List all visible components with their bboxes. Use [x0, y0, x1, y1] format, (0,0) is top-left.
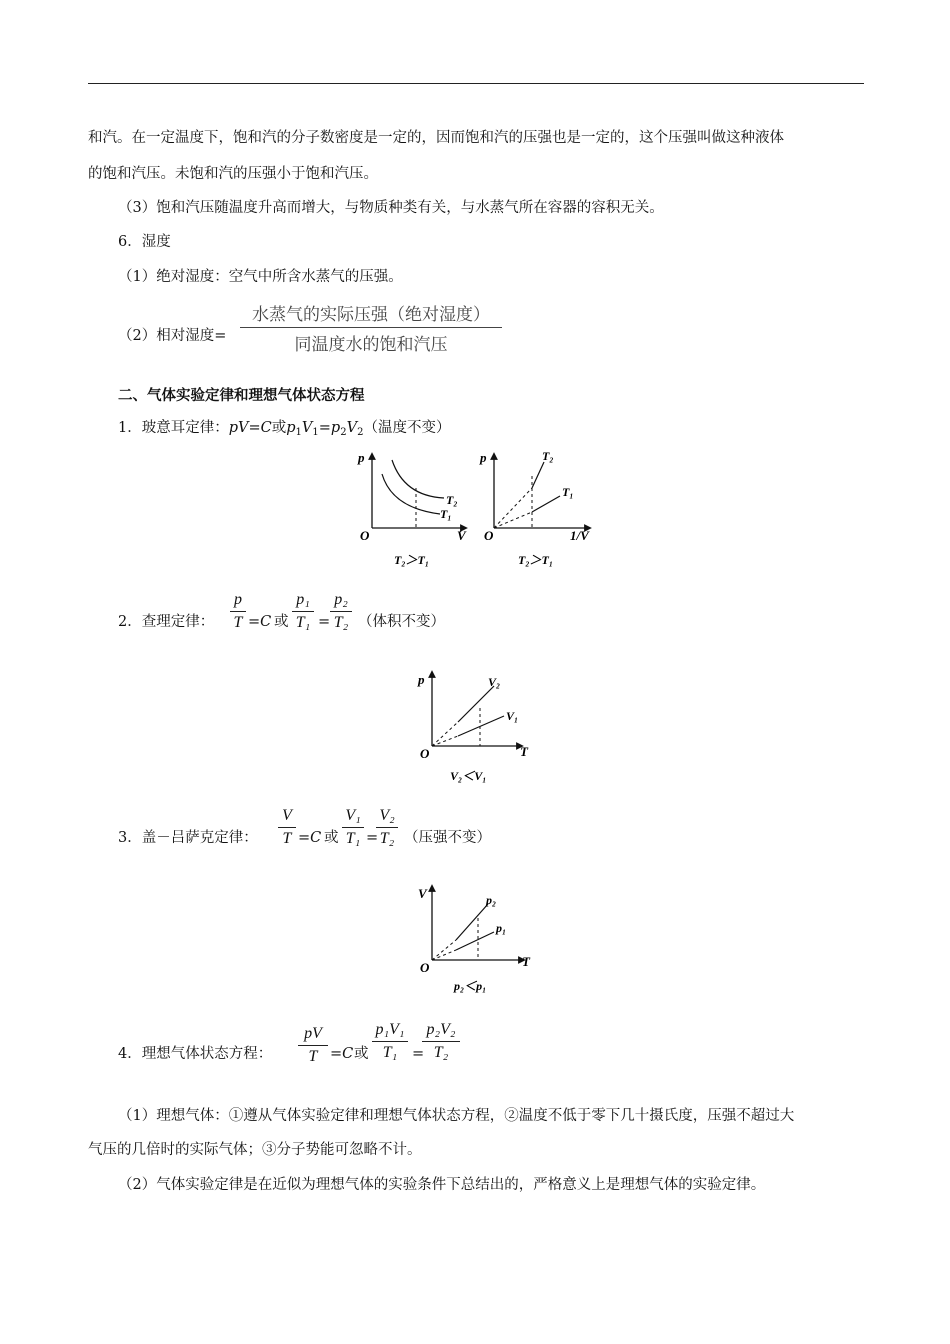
graph-boyle-p-inverse-v: [478, 448, 602, 572]
relative-humidity-fraction: [240, 300, 502, 355]
or-text: 或: [274, 614, 289, 630]
gaylussac-law-prefix: 3．盖－吕萨克定律：: [118, 830, 258, 846]
x-axis-label: T: [522, 954, 530, 969]
graph-caption: p₂＜p₁: [454, 979, 487, 993]
origin-label: O: [484, 528, 494, 543]
fraction-denominator: 同温度水的饱和汽压: [294, 335, 448, 355]
absolute-humidity: （1）绝对湿度：空气中所含水蒸气的压强。: [118, 269, 403, 285]
equals-constant: =C: [330, 1046, 354, 1062]
equals-sign: =: [318, 614, 331, 630]
y-axis-label: p: [480, 450, 487, 465]
line-label-steep: p₂: [486, 893, 497, 907]
or-text: 或: [324, 830, 339, 846]
line-label-shallow: T₁: [562, 485, 574, 499]
gaylussac-fraction-2: V₁ T₁: [342, 806, 364, 849]
y-axis-label: p: [358, 450, 365, 465]
line-label-steep: V₂: [488, 675, 501, 689]
y-axis-label: p: [418, 672, 425, 687]
charles-fraction-1: p T: [230, 590, 246, 633]
ideal-fraction-1: pV T: [298, 1024, 328, 1067]
gaylussac-fraction-3: V₂ T₂: [376, 806, 398, 849]
x-axis-label: 1/V: [570, 528, 589, 543]
equals-constant: =C: [248, 614, 272, 630]
list-item-3: （3）饱和汽压随温度升高而增大，与物质种类有关，与水蒸气所在容器的容积无关。: [118, 200, 664, 216]
charles-fraction-2: p₁ T₁: [292, 590, 314, 633]
relative-humidity-label: （2）相对湿度=: [118, 328, 227, 344]
section-6-title: 6．湿度: [118, 234, 171, 250]
line-label-shallow: p₁: [496, 921, 507, 935]
paragraph-line: 和汽。在一定温度下，饱和汽的分子数密度是一定的，因而饱和汽的压强也是一定的，这个压强叫做这种液体: [88, 130, 784, 146]
graph-caption: V₂＜V₁: [450, 769, 487, 783]
ideal-fraction-2: p₁V₁ T₁: [372, 1020, 408, 1063]
graph-gaylussac: [412, 878, 542, 1002]
section-2-heading: 二、气体实验定律和理想气体状态方程: [118, 387, 365, 404]
gaylussac-fraction-1: V T: [278, 806, 296, 849]
or-text: 或: [354, 1046, 369, 1062]
fraction-numerator: 水蒸气的实际压强（绝对湿度）: [252, 305, 490, 325]
origin-label: O: [420, 746, 430, 761]
line-label-shallow: V₁: [506, 709, 519, 723]
paragraph-line: （2）气体实验定律是在近似为理想气体的实验条件下总结出的，严格意义上是理想气体的实验定律。: [118, 1177, 766, 1193]
equals-constant: =C: [298, 830, 322, 846]
ideal-gas-prefix: 4．理想气体状态方程：: [118, 1046, 273, 1062]
condition-text: （体积不变）: [358, 614, 445, 630]
ideal-fraction-3: p₂V₂ T₂: [422, 1020, 460, 1063]
condition-text: （压强不变）: [404, 830, 491, 846]
graph-caption: T₂＞T₁: [394, 553, 430, 567]
header-rule: [88, 83, 864, 84]
curve-label-upper: T₂: [446, 493, 458, 507]
charles-law-prefix: 2．查理定律：: [118, 614, 215, 630]
paragraph-line: 气压的几倍时的实际气体；③分子势能可忽略不计。: [88, 1142, 422, 1158]
charles-fraction-3: p₂ T₂: [330, 590, 352, 633]
paragraph-line: （1）理想气体：①遵从气体实验定律和理想气体状态方程，②温度不低于零下几十摄氏度，压强不超过大: [118, 1108, 795, 1124]
x-axis-label: V: [457, 528, 466, 543]
graph-boyle-pv: [352, 448, 480, 572]
equals-sign: =: [366, 830, 379, 846]
line-label-steep: T₂: [542, 449, 554, 463]
graph-caption: T₂＞T₁: [518, 553, 554, 567]
origin-label: O: [420, 960, 430, 975]
equals-sign: =: [412, 1046, 425, 1062]
graph-charles: [412, 664, 542, 788]
paragraph-line: 的饱和汽压。未饱和汽的压强小于饱和汽压。: [88, 166, 378, 182]
boyle-law-line: 1．玻意耳定律：pV=C或$p_1V_1=p_2V_2$（温度不变）: [118, 420, 451, 438]
origin-label: O: [360, 528, 370, 543]
curve-label-lower: T₁: [440, 507, 452, 521]
y-axis-label: V: [418, 886, 427, 901]
x-axis-label: T: [520, 744, 528, 759]
